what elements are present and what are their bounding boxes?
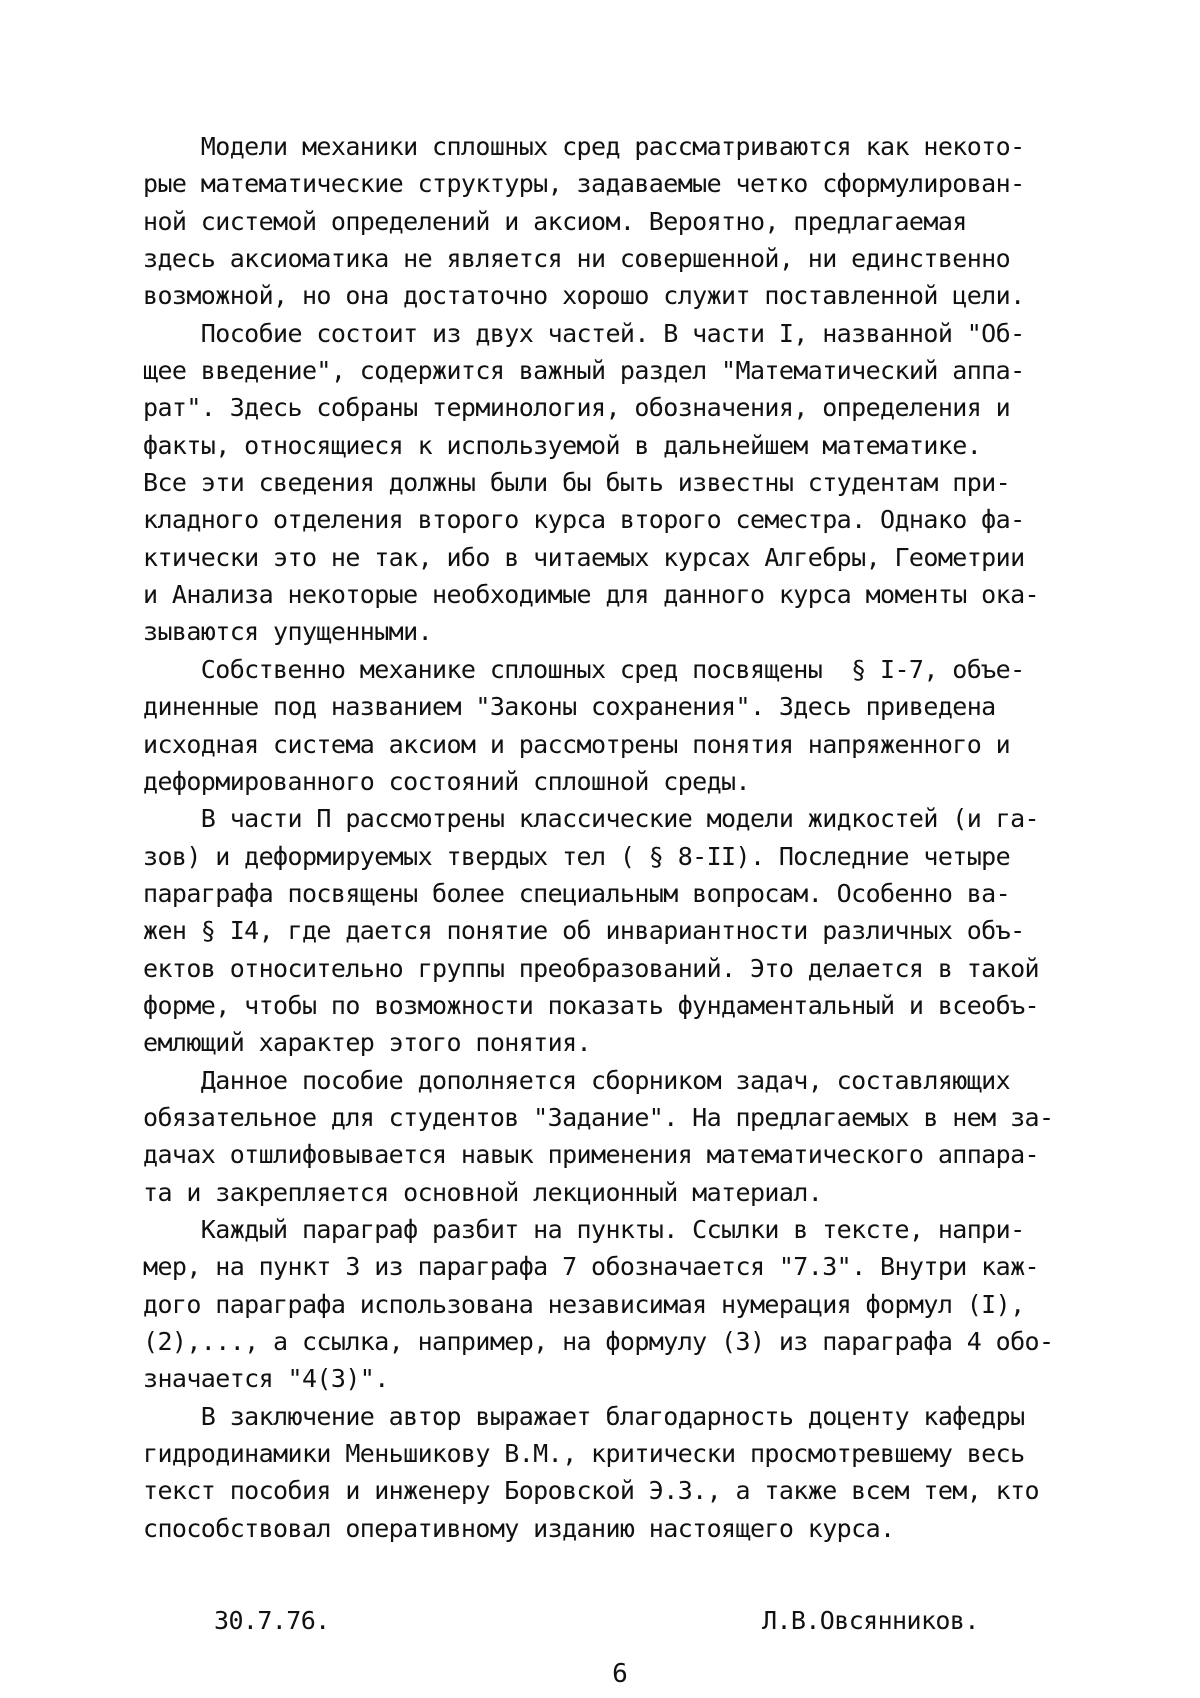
signoff [0,1606,1200,1646]
text-line: Все эти сведения должны были бы быть известны студентам при- [143,468,1011,498]
text-line: емлющий характер этого понятия. [143,1028,591,1058]
text-line: щее введение", содержится важный раздел "Математический аппа- [143,356,1025,386]
text-line: гидродинамики Меньшикову В.М., критически просмотревшему весь [143,1439,1025,1469]
text-line: зываются упущенными. [143,617,433,647]
text-line: параграфа посвящены более специальным вопросам. Особенно ва- [143,878,1011,908]
text-line: мер, на пункт 3 из параграфа 7 обозначается "7.3". Внутри каж- [143,1252,1039,1282]
text-line: здесь аксиоматика не является ни совершенной, ни единственно [143,244,1011,274]
text-line: ной системой определений и аксиом. Вероятно, предлагаемая [143,206,967,236]
text-line: факты, относящиеся к используемой в дальнейшем математике. [143,430,982,460]
text-line: та и закрепляется основной лекционный материал. [143,1177,823,1207]
text-line: рат". Здесь собраны терминология, обозначения, определения и [143,393,1011,423]
text-line: деформированного состояний сплошной среды. [143,766,750,796]
text-line: кладного отделения второго курса второго семестра. Однако фа- [143,505,1025,535]
text-line: дачах отшлифовывается навык применения математического аппара- [143,1140,1039,1170]
text-line: Каждый параграф разбит на пункты. Ссылки в тексте, напри- [143,1214,1025,1244]
text-line: зов) и деформируемых твердых тел ( § 8-II). Последние четыре [143,841,1011,871]
page-number: 6 [612,1659,628,1689]
text-line: (2),..., а ссылка, например, на формулу (3) из параграфа 4 обо- [143,1327,1054,1356]
text-line: жен § I4, где дается понятие об инвариантности различных объ- [143,916,1025,946]
text-line: Пособие состоит из двух частей. В части I, названной "Об- [143,318,1025,348]
text-line: и Анализа некоторые необходимые для данного курса моменты ока- [143,580,1039,610]
text-line: ектов относительно группы преобразований. Это делается в такой [143,953,1039,983]
text-line: текст пособия и инженеру Боровской Э.З., а также всем тем, кто [143,1476,1039,1506]
date: 30.7.76. [214,1606,330,1635]
text-line: рые математические структуры, задаваемые четко сформулирован- [143,169,1025,199]
text-line: диненные под названием "Законы сохранения". Здесь приведена [143,692,996,722]
text-line: Модели механики сплошных сред рассматриваются как некото- [143,132,1025,161]
text-line: форме, чтобы по возможности показать фундаментальный и всеобъ- [143,990,1039,1020]
text-line: исходная система аксиом и рассмотрены понятия напряженного и [143,729,1011,759]
text-line: способствовал оперативному изданию настоящего курса. [143,1513,895,1543]
preface-text [143,128,1133,1547]
author-signature: Л.В.Овсянников. [762,1606,979,1635]
text-line: значается "4(3)". [143,1364,389,1394]
text-line: обязательное для студентов "Задание". На предлагаемых в нем за- [143,1102,1054,1132]
text-line: дого параграфа использована независимая нумерация формул (I), [143,1289,1025,1319]
text-line: возможной, но она достаточно хорошо служит поставленной цели. [143,281,1025,311]
text-line: В заключение автор выражает благодарность доценту кафедры [143,1401,1025,1431]
text-line: В части П рассмотрены классические модели жидкостей (и га- [143,804,1039,834]
text-line: ктически это не так, ибо в читаемых курсах Алгебры, Геометрии [143,542,1025,572]
text-line: Данное пособие дополняется сборником задач, составляющих [143,1065,1011,1095]
text-line: Собственно механике сплошных сред посвящены § I-7, объе- [143,654,1025,684]
